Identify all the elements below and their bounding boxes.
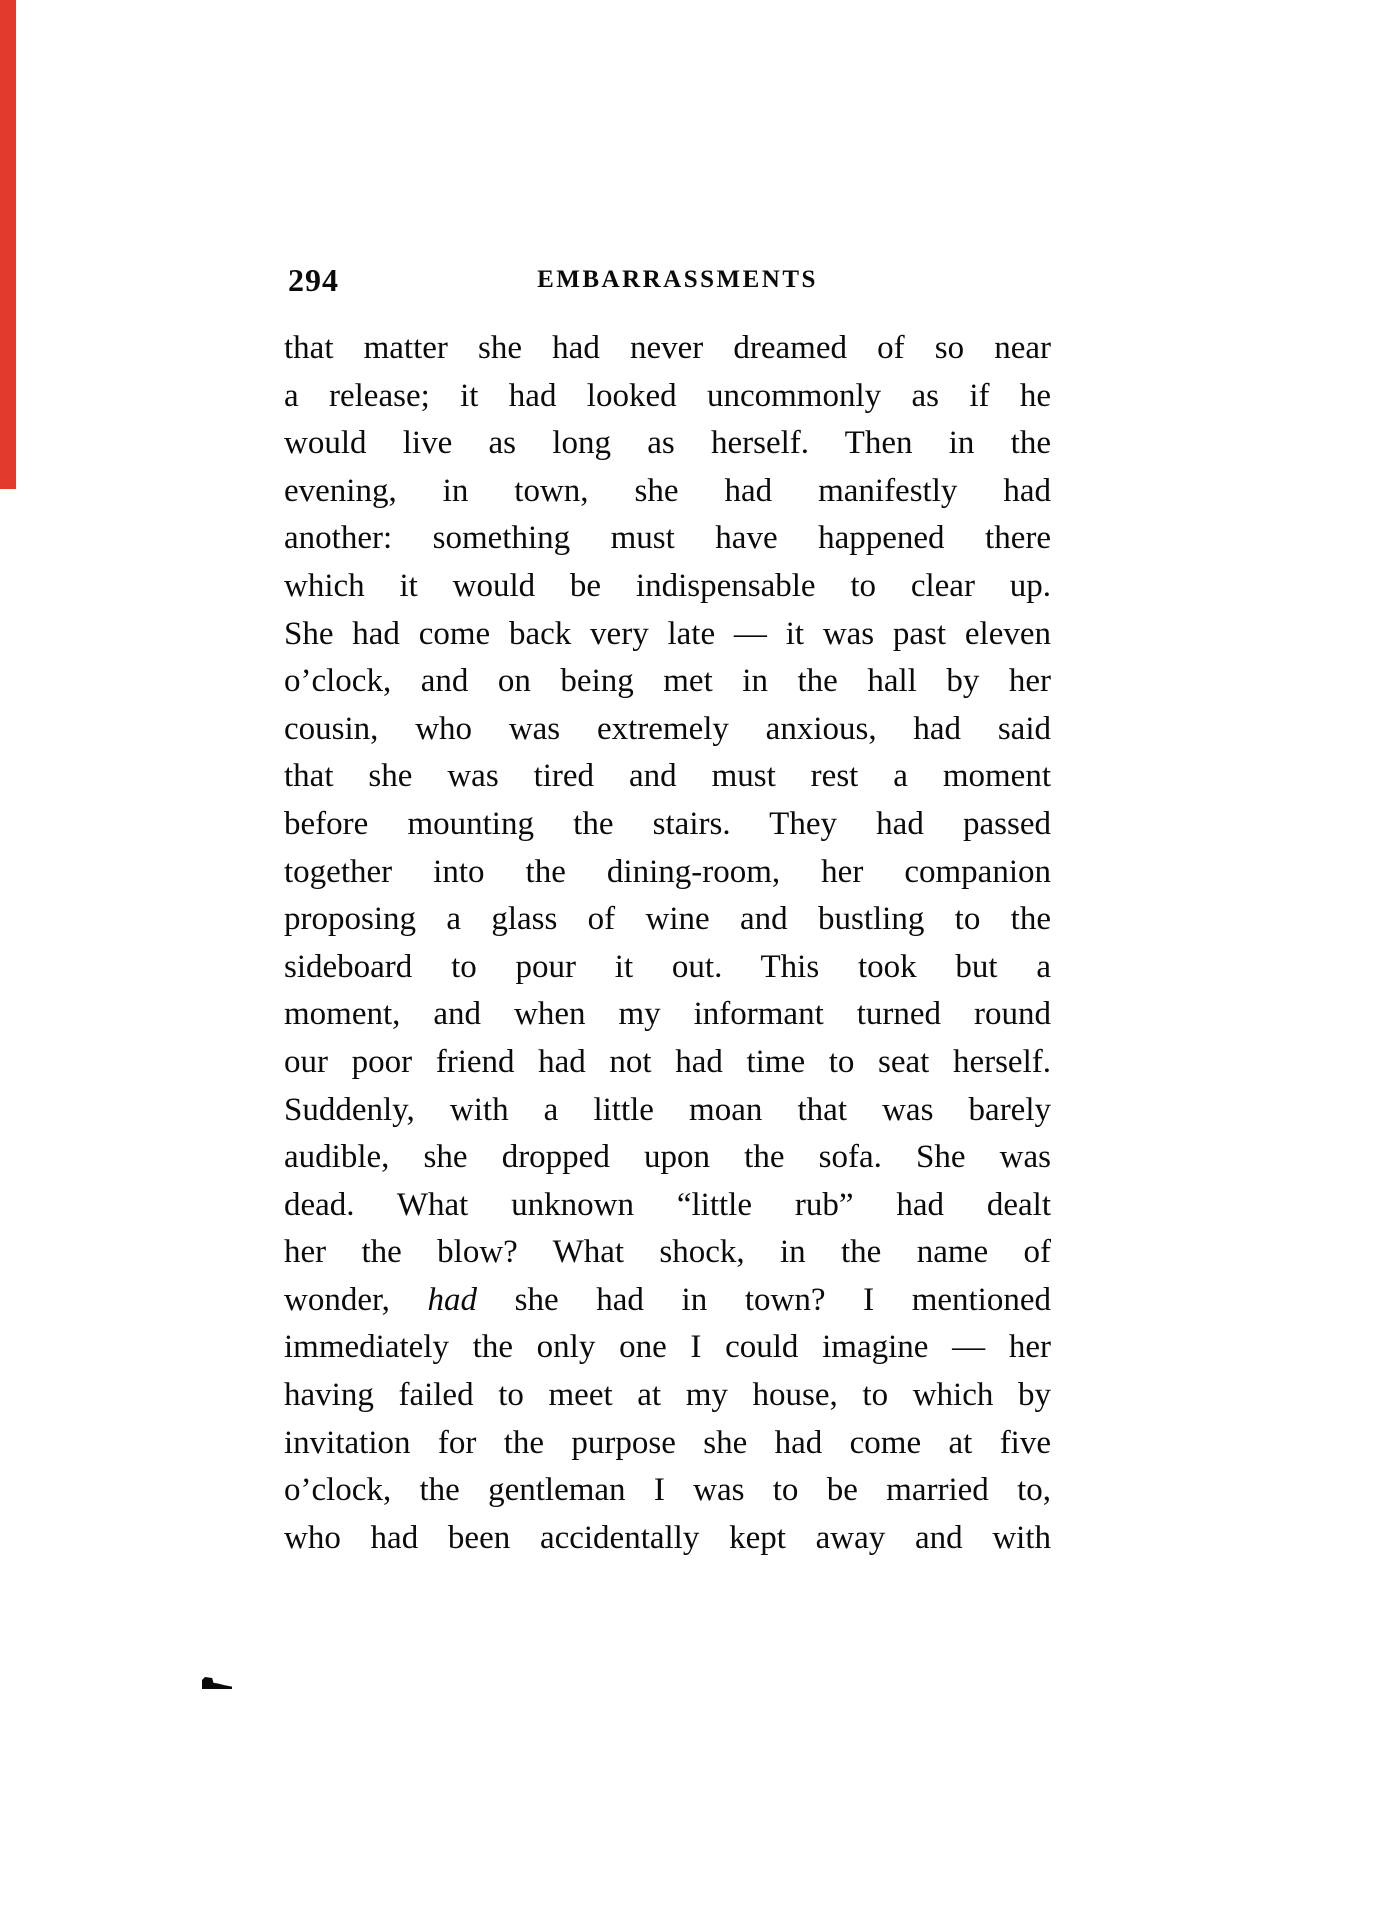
page-number: 294 <box>288 262 339 298</box>
text-segment: that she was tired and must rest a moment <box>284 758 1051 795</box>
text-line <box>284 1039 1051 1087</box>
text-segment: she had in town? I mentioned <box>477 1281 1051 1318</box>
text-line <box>284 325 1051 373</box>
text-segment: immediately the only one I could imagine — her <box>284 1329 1051 1366</box>
text-line <box>284 658 1051 706</box>
text-line <box>284 1134 1051 1182</box>
page-header <box>284 262 1051 296</box>
text-line <box>284 991 1051 1039</box>
text-segment: proposing a glass of wine and bustling to the <box>284 901 1051 938</box>
text-line <box>284 1229 1051 1277</box>
text-line <box>284 753 1051 801</box>
body-text <box>284 325 1051 1562</box>
italic-text-segment: had <box>427 1281 478 1318</box>
scan-red-edge <box>0 0 16 489</box>
text-segment: another: something must have happened there <box>284 520 1051 557</box>
text-line <box>284 849 1051 897</box>
text-line <box>284 1277 1051 1325</box>
text-line <box>284 373 1051 421</box>
text-segment: cousin, who was extremely anxious, had said <box>284 710 1051 747</box>
text-line <box>284 1420 1051 1468</box>
text-segment: our poor friend had not had time to seat herself. <box>284 1043 1051 1080</box>
text-segment: a release; it had looked uncommonly as if he <box>284 377 1051 414</box>
text-line <box>284 468 1051 516</box>
text-segment: who had been accidentally kept away and with <box>284 1519 1051 1556</box>
text-line <box>284 1372 1051 1420</box>
text-line <box>284 706 1051 754</box>
text-line <box>284 563 1051 611</box>
text-line <box>284 1087 1051 1135</box>
text-line <box>284 1182 1051 1230</box>
text-segment: invitation for the purpose she had come at five <box>284 1424 1051 1461</box>
text-segment: that matter she had never dreamed of so near <box>284 330 1051 366</box>
text-segment: moment, and when my informant turned round <box>284 996 1051 1033</box>
text-line <box>284 944 1051 992</box>
text-line <box>284 1324 1051 1372</box>
text-line <box>284 1515 1051 1563</box>
text-segment: would live as long as herself. Then in the <box>284 425 1051 462</box>
text-line <box>284 801 1051 849</box>
text-line <box>284 896 1051 944</box>
text-line <box>284 515 1051 563</box>
text-line <box>284 420 1051 468</box>
text-segment: together into the dining-room, her companion <box>284 853 1051 890</box>
text-segment: her the blow? What shock, in the name of <box>284 1234 1051 1271</box>
text-segment: o’clock, the gentleman I was to be married to, <box>284 1472 1051 1509</box>
text-segment: wonder, <box>284 1281 428 1318</box>
text-segment: which it would be indispensable to clear up. <box>284 567 1051 604</box>
text-segment: before mounting the stairs. They had passed <box>284 805 1051 842</box>
text-segment: having failed to meet at my house, to which by <box>284 1377 1051 1414</box>
text-segment: evening, in town, she had manifestly had <box>284 472 1051 509</box>
ink-smudge <box>202 1677 232 1689</box>
text-segment: Suddenly, with a little moan that was barely <box>284 1091 1051 1128</box>
text-segment: audible, she dropped upon the sofa. She was <box>284 1139 1051 1176</box>
text-segment: o’clock, and on being met in the hall by her <box>284 663 1051 700</box>
text-segment: dead. What unknown “little rub” had dealt <box>284 1186 1051 1223</box>
text-line <box>284 611 1051 659</box>
running-title: EMBARRASSMENTS <box>537 266 818 293</box>
text-segment: sideboard to pour it out. This took but a <box>284 948 1051 985</box>
text-line <box>284 1467 1051 1515</box>
text-segment: She had come back very late — it was past eleven <box>284 615 1051 652</box>
